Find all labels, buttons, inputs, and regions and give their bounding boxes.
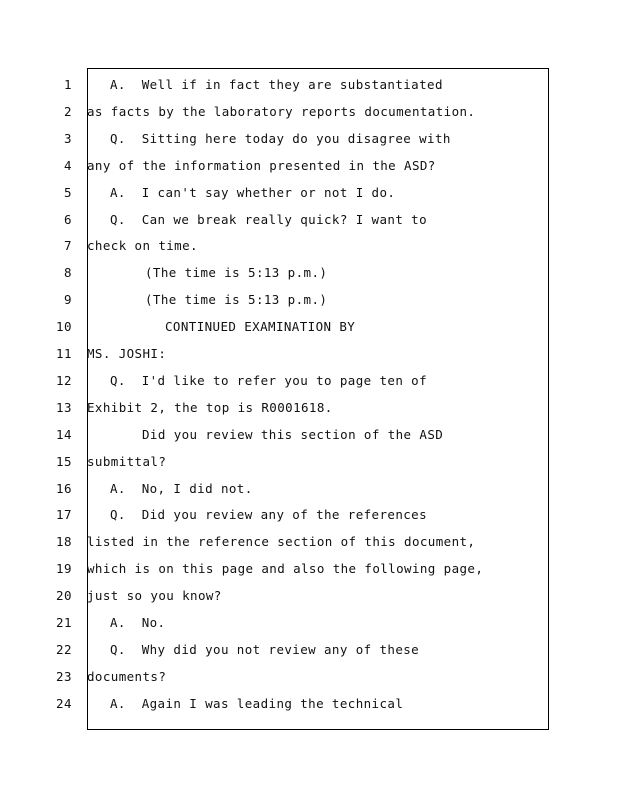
line-number: 7 xyxy=(63,238,72,254)
line-text: Q. Can we break really quick? I want to xyxy=(110,211,428,227)
line-number: 23 xyxy=(55,668,72,684)
line-number: 22 xyxy=(55,641,72,657)
transcript-line xyxy=(0,505,618,525)
line-number: 10 xyxy=(55,319,72,335)
line-number: 20 xyxy=(55,588,72,604)
line-text: which is on this page and also the following page, xyxy=(87,561,484,577)
line-number: 3 xyxy=(63,130,72,146)
transcript-line xyxy=(0,75,618,95)
line-text: A. Again I was leading the technical xyxy=(110,695,404,711)
transcript-line xyxy=(0,586,618,606)
transcript-line xyxy=(0,667,618,687)
line-number: 8 xyxy=(63,265,72,281)
line-number: 9 xyxy=(63,292,72,308)
line-text: check on time. xyxy=(87,238,198,254)
line-number: 4 xyxy=(63,157,72,173)
line-text: A. No. xyxy=(110,615,166,630)
transcript-line xyxy=(0,344,618,364)
line-text: Q. Sitting here today do you disagree with xyxy=(110,130,451,146)
line-text: Q. Why did you not review any of these xyxy=(110,641,420,657)
line-text: (The time is 5:13 p.m.) xyxy=(145,292,328,308)
transcript-line xyxy=(0,640,618,660)
line-number: 11 xyxy=(55,346,72,361)
transcript-line xyxy=(0,263,618,283)
line-text: just so you know? xyxy=(87,588,222,604)
line-number: 2 xyxy=(63,103,72,119)
line-number: 24 xyxy=(55,695,72,711)
transcript-line xyxy=(0,102,618,122)
line-number: 16 xyxy=(55,480,72,496)
line-text: A. No, I did not. xyxy=(110,480,253,496)
line-text: as facts by the laboratory reports documentation. xyxy=(87,103,476,119)
line-number: 12 xyxy=(55,372,72,388)
line-number: 13 xyxy=(55,399,72,415)
line-text: CONTINUED EXAMINATION BY xyxy=(165,319,356,335)
line-number: 21 xyxy=(55,615,72,630)
transcript-line xyxy=(0,398,618,418)
transcript-line xyxy=(0,317,618,337)
line-text: Q. Did you review any of the references xyxy=(110,507,428,523)
line-text: documents? xyxy=(87,668,167,684)
transcript-line xyxy=(0,210,618,230)
line-text: Exhibit 2, the top is R0001618. xyxy=(87,399,333,415)
line-number: 17 xyxy=(55,507,72,523)
transcript-line xyxy=(0,452,618,472)
transcript-line xyxy=(0,290,618,310)
line-text: listed in the reference section of this document, xyxy=(87,534,476,550)
transcript-line xyxy=(0,371,618,391)
line-text: any of the information presented in the ASD? xyxy=(87,157,436,173)
line-text: A. Well if in fact they are substantiated xyxy=(110,77,443,92)
line-number: 15 xyxy=(55,453,72,469)
line-number: 5 xyxy=(63,184,72,200)
transcript-line xyxy=(0,559,618,579)
line-number: 19 xyxy=(55,561,72,577)
line-number: 1 xyxy=(63,77,72,92)
line-text: Did you review this section of the ASD xyxy=(142,426,444,442)
transcript-line xyxy=(0,236,618,256)
line-text: submittal? xyxy=(87,453,167,469)
transcript-line xyxy=(0,613,618,633)
line-number: 6 xyxy=(63,211,72,227)
transcript-line xyxy=(0,183,618,203)
line-text: (The time is 5:13 p.m.) xyxy=(145,265,328,281)
line-text: Q. I'd like to refer you to page ten of xyxy=(110,372,428,388)
transcript-line xyxy=(0,532,618,552)
transcript-line xyxy=(0,425,618,445)
transcript-line xyxy=(0,156,618,176)
line-text: A. I can't say whether or not I do. xyxy=(110,184,396,200)
transcript-line xyxy=(0,479,618,499)
line-number: 18 xyxy=(55,534,72,550)
transcript-line xyxy=(0,129,618,149)
line-number: 14 xyxy=(55,426,72,442)
line-text: MS. JOSHI: xyxy=(87,346,167,361)
transcript-line xyxy=(0,694,618,714)
